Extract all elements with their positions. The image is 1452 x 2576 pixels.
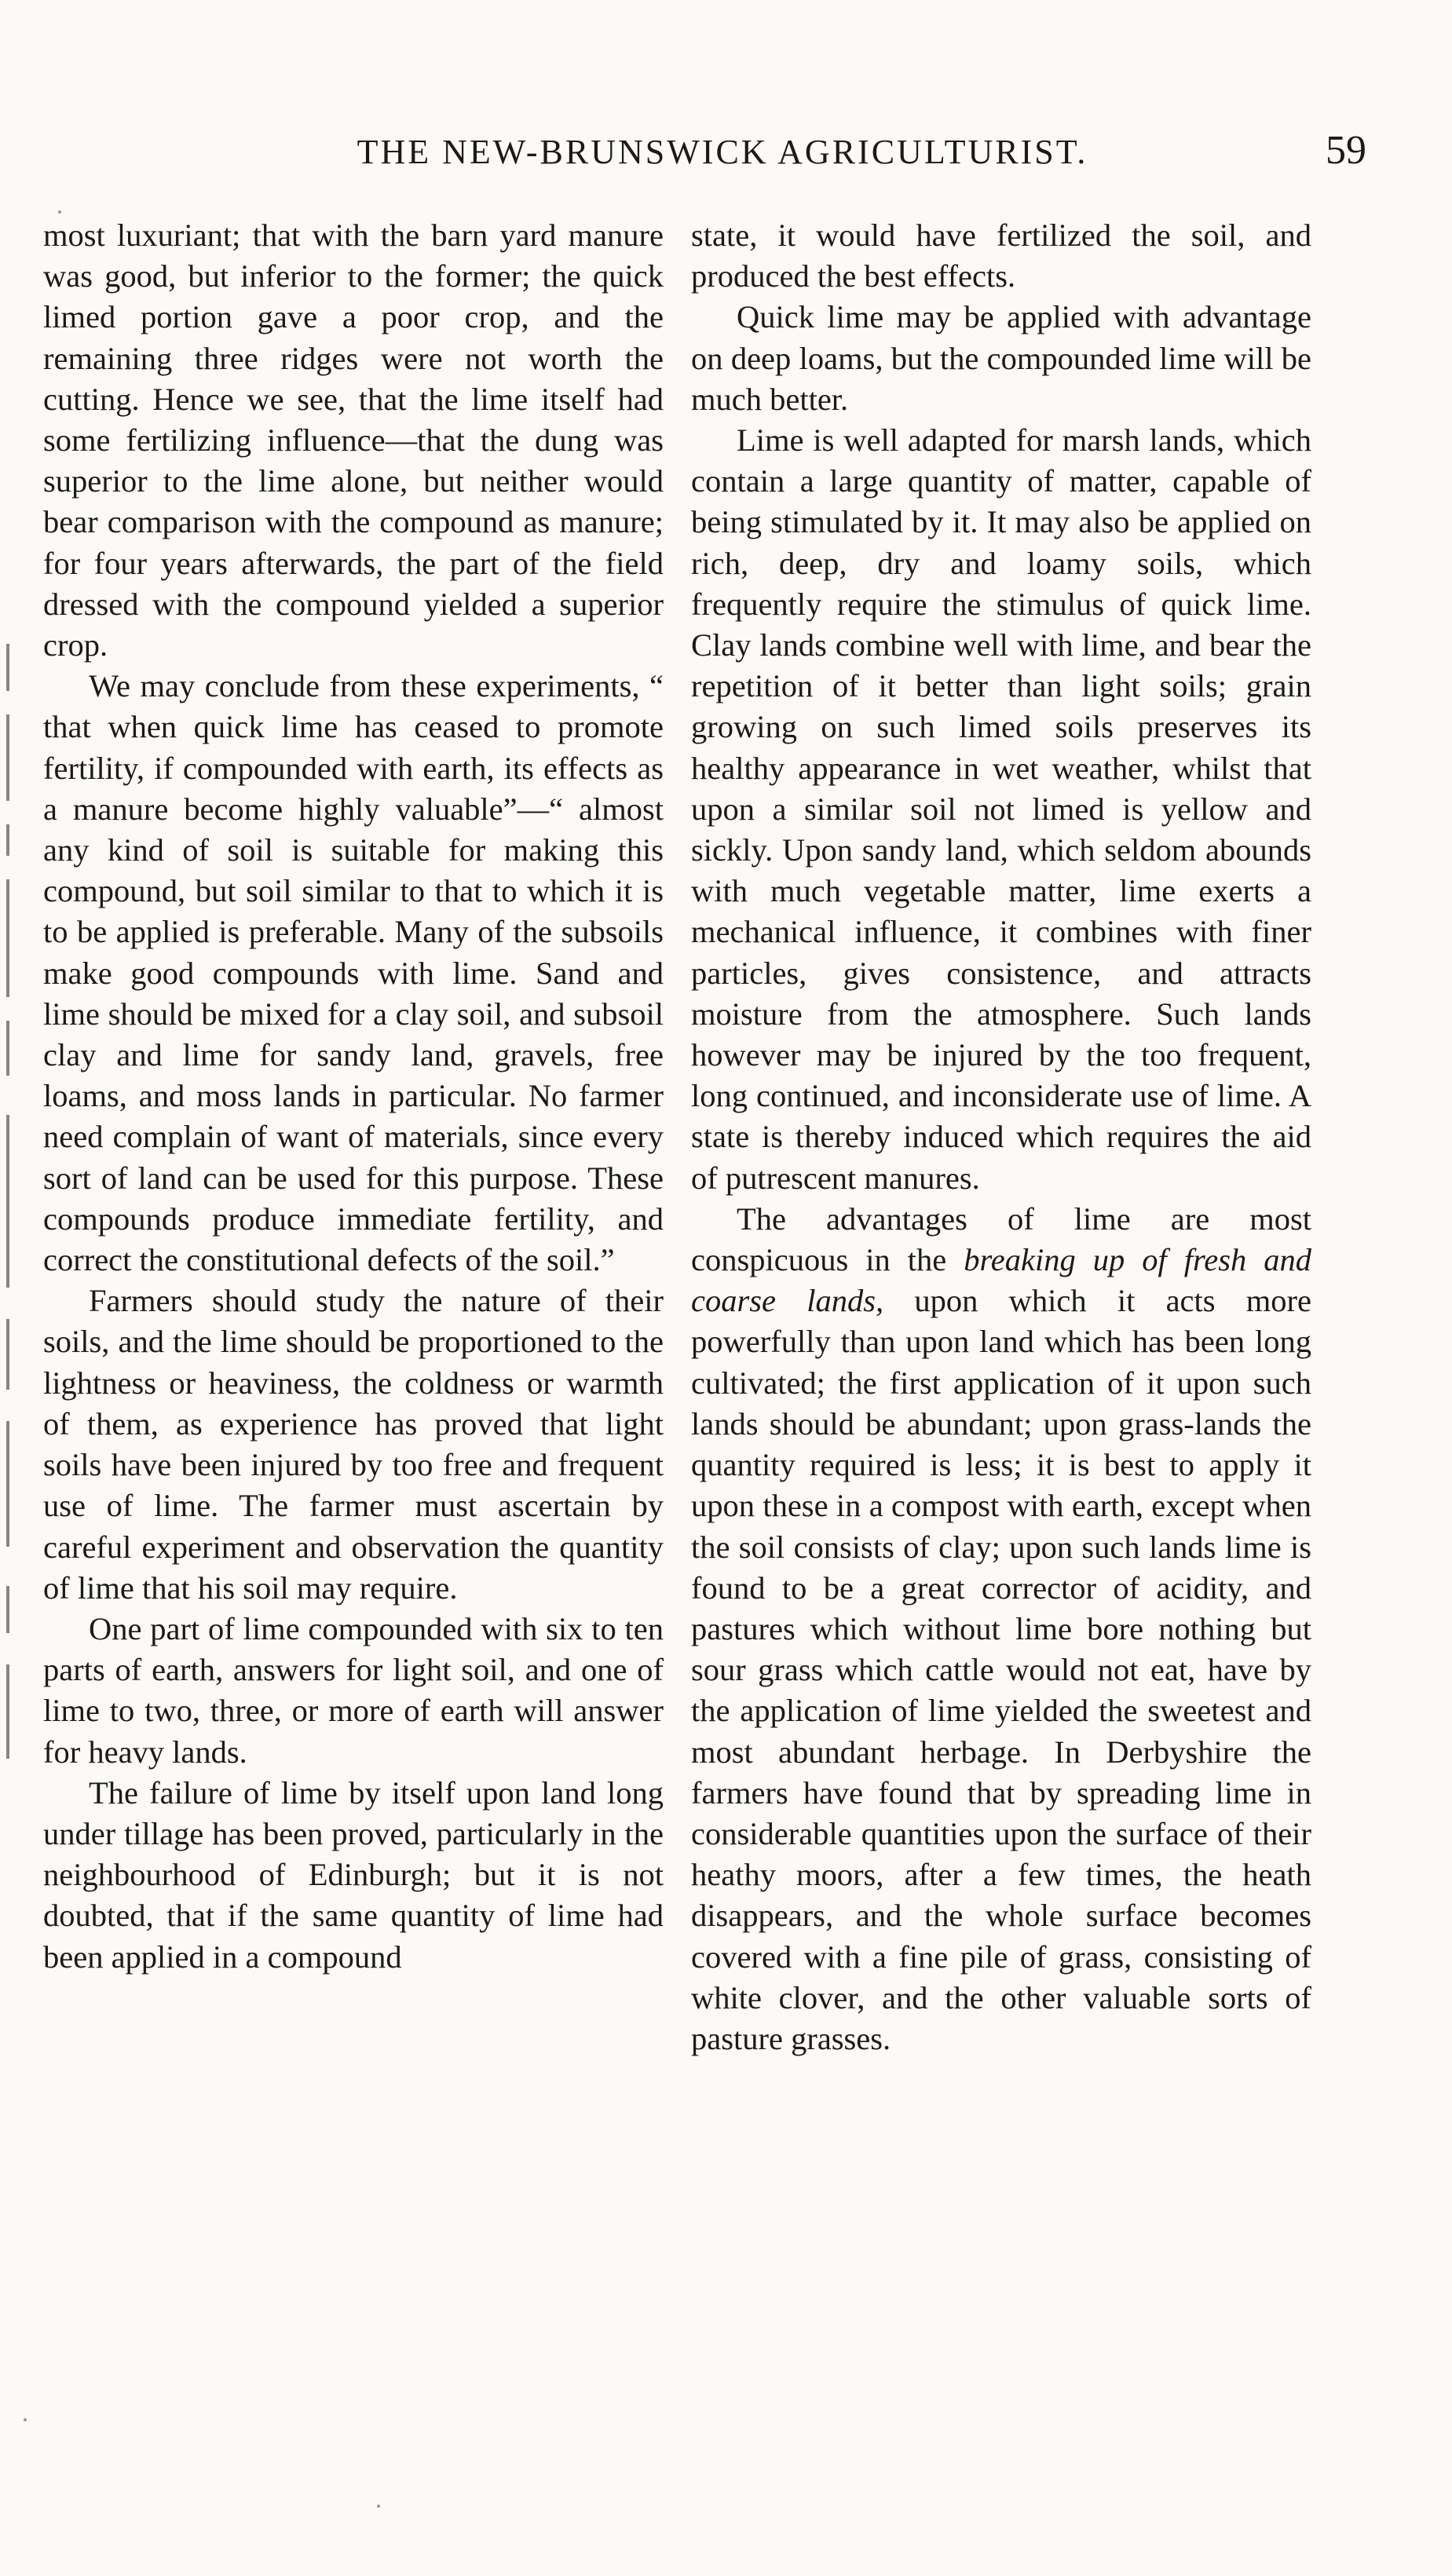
paragraph: We may conclude from these experiments, “ that when quick lime has ceased to promote fertility, if compounded with earth, its effects as a manure become highly valuable”—“ almost any kind of soil is suitable for making this compound, but soil similar to that to which it is to be applied is preferable. Many of the subsoils make good compounds with lime. Sand and lime should be mixed for a clay soil, and subsoil clay and lime for sandy land, gravels, free loams, and moss lands in particular. No farmer need complain of want of materials, since every sort of land can be used for this purpose. These compounds produce immediate fertility, and correct the constitutional defects of the soil.” (43, 668, 664, 1278)
paper-speck (58, 210, 61, 214)
page-number: 59 (1326, 128, 1366, 173)
paragraph: Lime is well adapted for marsh lands, which contain a large quantity of matter, capable of being stimulated by it. It may also be applied on rich, deep, dry and loamy soils, which frequently require the stimulus of quick lime. Clay lands combine well with lime, and bear the repetition of it better than light soils; grain growing on such limed soils preserves its healthy appearance in wet weather, whilst that upon a similar soil not limed is yellow and sickly. Upon sandy land, which seldom abounds with much vegetable matter, lime exerts a mechanical influence, it combines with finer particles, gives consistence, and attracts moisture from the atmosphere. Such lands however may be injured by the too frequent, long continued, and inconsiderate use of lime. A state is thereby induced which requires the aid of putrescent manures. (691, 422, 1311, 1196)
paragraph: The failure of lime by itself upon land long under tillage has been proved, particularly in the neighbourhood of Edinburgh; but it is not doubted, that if the same quantity of lime had been applied in a compound (43, 1774, 664, 1975)
paper-speck (24, 2418, 27, 2421)
paragraph: Farmers should study the nature of their soils, and the lime should be proportioned to the lightness or heaviness, the coldness or warmth of them, as experience has proved that light soils have been injured by too free and frequent use of lime. The farmer must ascertain by careful experiment and observation the quantity of lime that his soil may require. (43, 1283, 664, 1606)
paragraph: One part of lime compounded with six to ten parts of earth, answers for light soil, and one of lime to two, three, or more of earth will answer for heavy lands. (43, 1610, 664, 1770)
paragraph: Quick lime may be applied with advantage on deep loams, but the compounded lime will be much better. (691, 299, 1311, 417)
paragraph: state, it would have fertilized the soil, and produced the best effects. (691, 217, 1311, 294)
paragraph: most luxuriant; that with the barn yard manure was good, but inferior to the former; the quick limed portion gave a poor crop, and the remaining three ridges were not worth the cutting. Hence we see, that the lime itself had some fertilizing influence—that the dung was superior to the lime alone, but neither would bear comparison with the compound as manure; for four years afterwards, the part of the field dressed with the compound yielded a superior crop. (43, 217, 664, 663)
paragraph (691, 1199, 1311, 2059)
right-column (691, 215, 1311, 2059)
paragraph-text: The advantages of lime are most conspicuous in the (691, 1200, 1311, 1278)
page-header (298, 128, 1366, 187)
paper-speck (377, 2505, 380, 2508)
paragraph-text: upon which it acts more powerfully than upon land which has been long cultivated; the first application of it upon such lands should be abundant; upon grass-lands the quantity required is less; it is best to apply it upon these in a compost with earth, except when the soil consists of clay; upon such lands lime is found to be a great corrector of acidity, and pastures which without lime bore nothing but sour grass which cattle would not eat, have by the application of lime yielded the sweetest and most abundant herbage. In Derbyshire the farmers have found that by spreading lime in considerable quantities upon the surface of their heathy moors, after a few times, the heath disappears, and the whole surface becomes covered with a fine pile of grass, consisting of white clover, and the other valuable sorts of pasture grasses. (691, 1283, 1311, 2056)
left-column (43, 215, 664, 1978)
running-title: THE NEW-BRUNSWICK AGRICULTURIST. (357, 133, 1088, 171)
binding-edge-marks (6, 644, 38, 1821)
italic-phrase: breaking up of fresh and coarse lands, (691, 1242, 1311, 1319)
